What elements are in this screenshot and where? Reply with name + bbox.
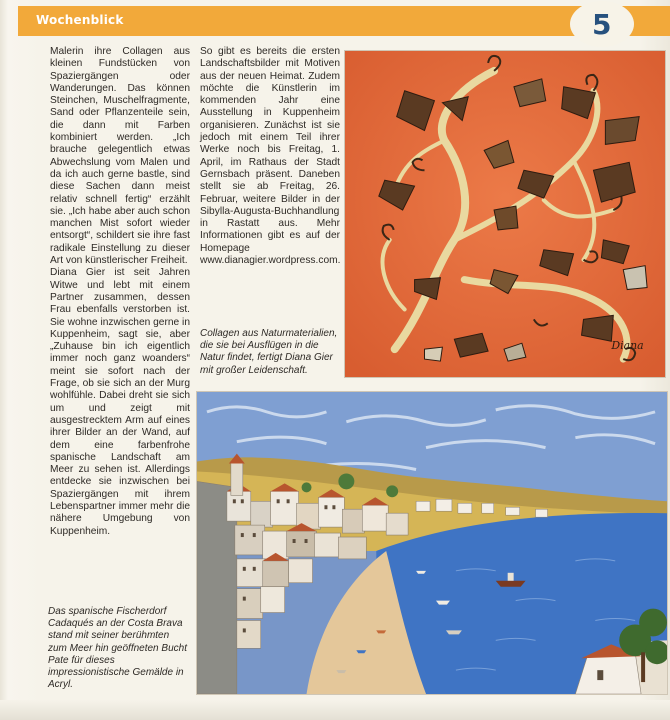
page-bottom-edge bbox=[0, 700, 670, 720]
cadaques-painting bbox=[197, 392, 667, 694]
article-paragraph: Malerin ihre Collagen aus kleinen Fundstücken von Spaziergängen oder Wanderungen. Das können Steinchen, Muschelfragmente, Sand oder Pflanzenteile sein, die dann mit Farben kombiniert werden. „Ich brauche gelegentlich etwas Abwechslung vom Malen und da ich auch gerne bastle, sind diese Sachen dann meist relativ schnell fertig“ erzählt sie. „Ich habe aber auch schon manchen Mist sofort wieder entsorgt“, schildert sie ihre fast radikale Einstellung zu dieser Art von künstlerischer Freiheit. bbox=[50, 46, 190, 267]
article-paragraph: So gibt es bereits die ersten Landschaftsbilder mit Motiven aus der neuen Heimat. Zudem möchte die Künstlerin im kommenden Jahr eine Ausstellung in Kuppenheim organisieren. Zunächst ist sie jedoch mit einem Teil ihrer Werke noch bis Freitag, 1. April, im Rathaus der Stadt Gernsbach präsent. Daneben stellt sie ab Freitag, 26. Februar, weitere Bilder in der Sibylla-Augusta-Buchhandlung in Rastatt aus. Mehr Informationen gibt es auf der Homepage www.dianagier.wordpress.com. bbox=[200, 46, 341, 267]
section-title: Wochenblick bbox=[36, 13, 124, 27]
article-paragraph: Diana Gier ist seit Jahren Witwe und lebt mit einem Partner zusammen, dessen Frau ebenfalls verstorben ist. Sie wohne inzwischen gerne in Kuppenheim, sagt sie, aber „Zuhause bin ich eigentlich immer noch ganz woanders“ meint sie sofort nach der Frage, ob sie sich an der Murg wohlfühle. Dabei dreht sie sich um und zeigt mit ausgestrecktem Arm auf eines ihrer Bilder an der Wand, auf dem eine farbenfrohe spanische Landschaft am Meer zu sehen ist. Allerdings entdecke sie inzwischen bei Spaziergängen mit ihrem Lebenspartner immer mehr die nähere Umgebung von Kuppenheim. bbox=[50, 267, 190, 537]
collage-photo bbox=[344, 50, 666, 378]
collage-artwork bbox=[345, 51, 665, 377]
article-column-left bbox=[50, 46, 190, 538]
page-number: 5 bbox=[592, 8, 612, 41]
painting-photo bbox=[196, 391, 668, 695]
painting-caption: Das spanische Fischerdorf Cadaqués an der Costa Brava stand mit seiner berühmten zum Meer hin geöffneten Bucht Pate für dieses impressionistische Gemälde in Acryl. bbox=[48, 606, 187, 691]
artist-signature: Diana bbox=[611, 339, 644, 353]
collage-caption: Collagen aus Naturmaterialien, die sie bei Ausflügen in die Natur findet, fertigt Diana Gier mit großer Leidenschaft. bbox=[200, 328, 338, 376]
article-column-middle bbox=[200, 46, 340, 267]
